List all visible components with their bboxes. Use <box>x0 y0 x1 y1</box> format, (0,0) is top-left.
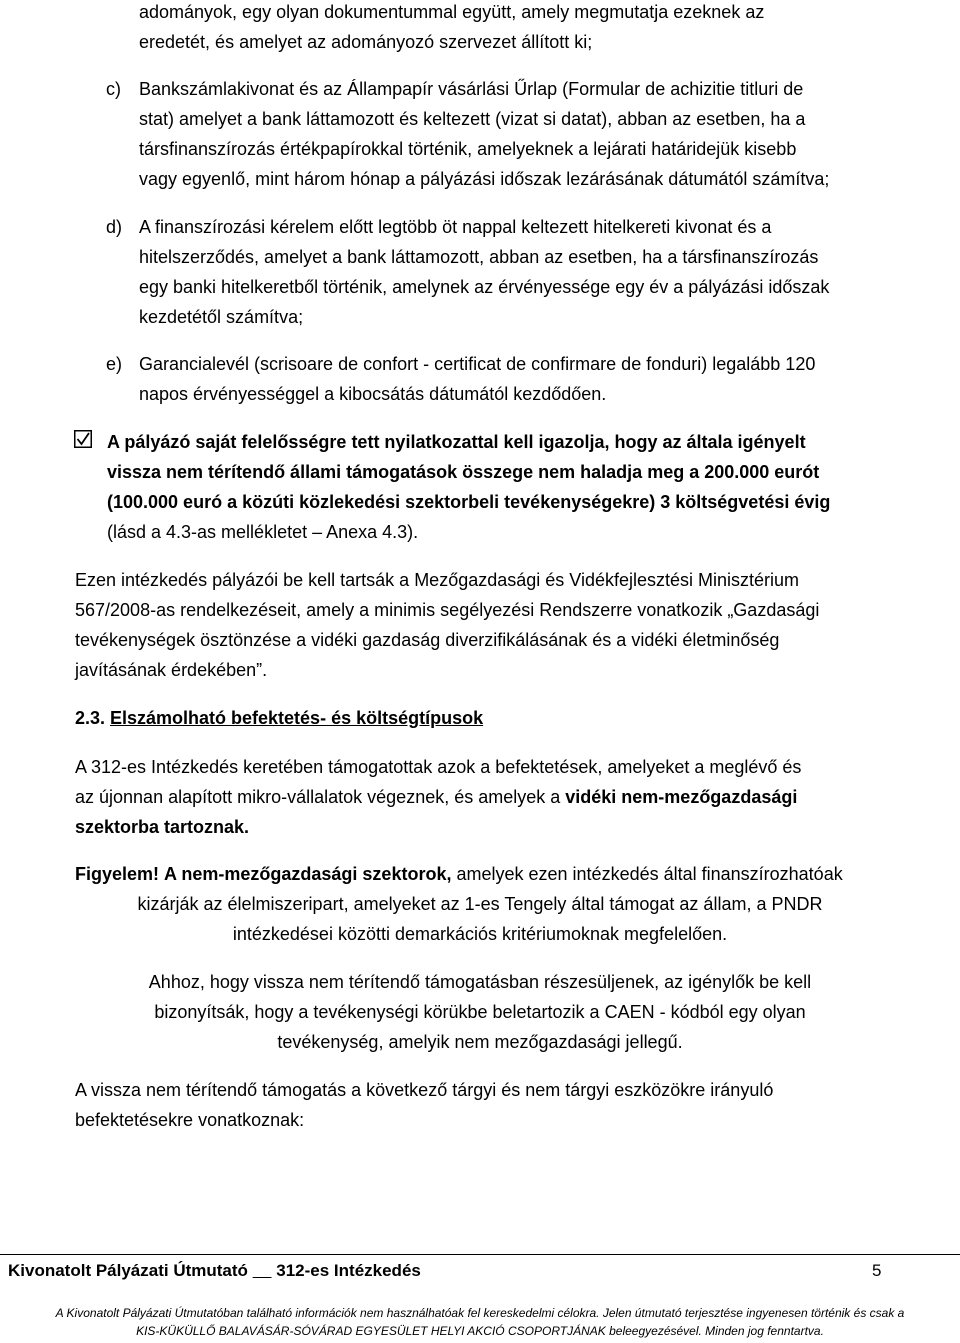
text-line: (100.000 euró a közúti közlekedési szektorbeli tevékenységekre) 3 költségvetési évig <box>107 492 831 512</box>
text-line: szektorba tartoznak. <box>75 817 250 837</box>
footer-disclaimer: A Kivonatolt Pályázati Útmutatóban található információk nem használhatóak fel kereskedelmi célokra. Jelen útmutató terjesztése ingyenesen történik és csak a <box>55 1306 905 1320</box>
text-line: vagy egyenlő, mint három hónap a pályázási időszak lezárásának dátumától számítva; <box>139 169 830 189</box>
list-label-c: c) <box>106 79 121 99</box>
text-line: Garancialevél (scrisoare de confort - certificat de confirmare de fonduri) legalább 120 <box>139 354 816 374</box>
text-line: bizonyítsák, hogy a tevékenységi körükbe beletartozik a CAEN - kódból egy olyan <box>154 1002 806 1022</box>
text-span: az újonnan alapított mikro-vállalatok végeznek, és amelyek a <box>75 787 566 807</box>
text-line: kezdetétől számítva; <box>139 307 304 327</box>
text-line <box>75 785 797 809</box>
text-line: A pályázó saját felelősségre tett nyilatkozattal kell igazolja, hogy az általa igényelt <box>107 432 806 452</box>
text-line: vissza nem térítendő állami támogatások összege nem haladja meg a 200.000 eurót <box>107 462 820 482</box>
text-line: Ahhoz, hogy vissza nem térítendő támogatásban részesüljenek, az igénylők be kell <box>148 972 812 992</box>
section-number: 2.3. <box>75 708 106 728</box>
text-line: Bankszámlakivonat és az Állampapír vásárlási Űrlap (Formular de achizitie titluri de <box>139 79 804 99</box>
text-line: tevékenység, amelyik nem mezőgazdasági jellegű. <box>277 1032 683 1052</box>
text-line: stat) amelyet a bank láttamozott és keltezett (vizat si datat), abban az esetben, ha a <box>139 109 806 129</box>
text-line: kizárják az élelmiszeripart, amelyeket az 1-es Tengely által támogat az állam, a PNDR <box>137 894 823 914</box>
text-line: társfinanszírozás értékpapírokkal történik, amelyeknek a lejárati határidejük kisebb <box>139 139 797 159</box>
text-line: A vissza nem térítendő támogatás a következő tárgyi és nem tárgyi eszközökre irányuló <box>75 1080 774 1100</box>
bold-span: A nem-mezőgazdasági szektorok, <box>164 864 452 884</box>
text-line <box>75 862 843 886</box>
text-line: tevékenységek ösztönzése a vidéki gazdaság diverzifikálásának és a vidéki életminőség <box>75 630 780 650</box>
text-line: intézkedései közötti demarkációs kritériumoknak megfelelően. <box>232 924 728 944</box>
text-line: 567/2008-as rendelkezéseit, amely a minimis segélyezési Rendszerre vonatkozik „Gazdasági <box>75 600 820 620</box>
footer-disclaimer: KIS-KÜKÜLLŐ BALAVÁSÁR-SÓVÁRAD EGYESÜLET HELYI AKCIÓ CSOPORTJÁNAK beleegyezésével. Minden jog fenntartva. <box>136 1324 824 1338</box>
section-title: Elszámolható befektetés- és költségtípusok <box>110 708 484 728</box>
text-line: egy banki hitelkeretből történik, amelynek az érvényessége egy év a pályázási időszak <box>139 277 830 297</box>
list-label-d: d) <box>106 217 123 237</box>
text-line: napos érvényességgel a kibocsátás dátumától kezdődően. <box>139 384 607 404</box>
text-span: amelyek ezen intézkedés által finanszírozhatóak <box>456 864 843 884</box>
footer-title-underline <box>253 1261 272 1280</box>
text-line: hitelszerződés, amelyet a bank láttamozott, abban az esetben, ha a társfinanszírozás <box>139 247 819 267</box>
list-label-e: e) <box>106 354 123 374</box>
footer-divider <box>0 1254 960 1255</box>
text-line: A finanszírozási kérelem előtt legtöbb öt nappal keltezett hitelkereti kivonat és a <box>139 217 772 237</box>
text-line: javításának érdekében”. <box>75 660 268 680</box>
text-line: A 312-es Intézkedés keretében támogatottak azok a befektetések, amelyeket a meglévő és <box>75 757 802 777</box>
text-line: (lásd a 4.3-as mellékletet – Anexa 4.3). <box>107 522 419 542</box>
attention-label: Figyelem! <box>75 864 160 884</box>
bold-span: vidéki nem-mezőgazdasági <box>565 787 798 807</box>
footer-title-start: Kivonatolt Pályázati Útmutató <box>8 1261 253 1280</box>
footer-title <box>8 1261 421 1281</box>
page-number: 5 <box>872 1261 882 1280</box>
footer-title-end: 312-es Intézkedés <box>271 1261 421 1280</box>
text-line: befektetésekre vonatkoznak: <box>75 1110 305 1130</box>
text-line: adományok, egy olyan dokumentummal együtt, amely megmutatja ezeknek az <box>139 2 765 22</box>
text-line: eredetét, és amelyet az adományozó szervezet állított ki; <box>139 32 593 52</box>
checkbox-checked-icon <box>74 430 92 448</box>
text-line: Ezen intézkedés pályázói be kell tartsák a Mezőgazdasági és Vidékfejlesztési Minisztérium <box>75 570 800 590</box>
